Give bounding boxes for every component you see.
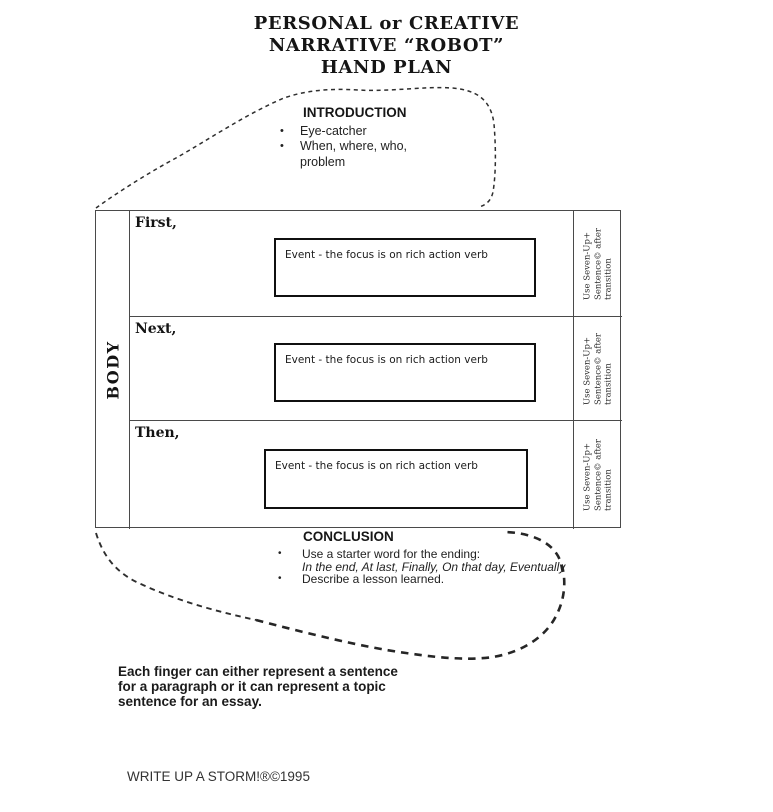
event-box-first bbox=[274, 238, 536, 297]
bullet-icon: • bbox=[280, 140, 284, 152]
seven-up-note-line3: transition bbox=[603, 257, 614, 300]
introduction-section bbox=[280, 105, 510, 170]
seven-up-note-first bbox=[582, 228, 614, 300]
finger-note-line3: sentence for an essay. bbox=[118, 694, 262, 709]
conclusion-section bbox=[278, 531, 578, 586]
bullet-icon: • bbox=[280, 124, 284, 137]
transition-word-next: Next, bbox=[135, 321, 177, 337]
conclusion-bullet-1 bbox=[278, 548, 578, 574]
conclusion-starter-examples: In the end, At last, Finally, On that day, Eventually bbox=[302, 559, 566, 574]
event-box-then bbox=[264, 449, 528, 509]
finger-note bbox=[118, 664, 478, 709]
body-row-first bbox=[130, 211, 573, 317]
body-table bbox=[95, 210, 621, 528]
seven-up-note-line2: Sentence© after bbox=[592, 332, 603, 405]
seven-up-note-line2: Sentence© after bbox=[592, 439, 603, 511]
transition-word-first: First, bbox=[135, 215, 177, 231]
conclusion-bullet-1-text bbox=[302, 548, 565, 574]
page-title-line1: PERSONAL or CREATIVE bbox=[253, 13, 520, 34]
finger-note-line1: Each finger can either represent a sentence bbox=[118, 664, 398, 679]
conclusion-starter-label: Use a starter word for the ending: bbox=[302, 546, 481, 561]
introduction-bullet-1 bbox=[280, 124, 510, 140]
page-title-line3: HAND PLAN bbox=[320, 57, 453, 78]
seven-up-note-cell-then bbox=[573, 421, 622, 529]
seven-up-note-line3: transition bbox=[603, 362, 614, 405]
introduction-bullet-2-text bbox=[300, 139, 407, 170]
body-row-then bbox=[130, 421, 573, 529]
hand-outline-bottom-left bbox=[96, 533, 256, 620]
seven-up-note-line1: Use Seven-Up+ bbox=[582, 336, 593, 405]
seven-up-note-line3: transition bbox=[603, 469, 614, 511]
conclusion-heading: CONCLUSION bbox=[303, 529, 394, 544]
bullet-icon: • bbox=[278, 547, 282, 559]
page-title-line2: NARRATIVE “ROBOT” bbox=[268, 35, 505, 56]
seven-up-note-cell-next bbox=[573, 317, 622, 421]
event-text-then: Event - the focus is on rich action verb bbox=[275, 460, 478, 472]
seven-up-note-line1: Use Seven-Up+ bbox=[582, 442, 593, 511]
finger-note-line2: for a paragraph or it can represent a topic bbox=[118, 679, 386, 694]
conclusion-bullet-2 bbox=[278, 573, 578, 586]
seven-up-note-cell-first bbox=[573, 211, 622, 317]
introduction-bullet-2-line2: problem bbox=[300, 154, 346, 169]
body-label: BODY bbox=[103, 340, 122, 400]
seven-up-note-next bbox=[582, 333, 614, 405]
seven-up-note-line1: Use Seven-Up+ bbox=[582, 231, 593, 300]
body-label-cell bbox=[96, 211, 130, 529]
introduction-bullet-1-text: Eye-catcher bbox=[300, 123, 367, 138]
transition-word-then: Then, bbox=[135, 425, 180, 441]
bullet-icon: • bbox=[278, 573, 282, 585]
body-row-next bbox=[130, 317, 573, 421]
introduction-bullet-2-line1: When, where, who, bbox=[300, 139, 407, 153]
copyright-footer: WRITE UP A STORM!®©1995 bbox=[127, 769, 310, 784]
event-text-first: Event - the focus is on rich action verb bbox=[285, 249, 488, 261]
conclusion-bullet-2-text: Describe a lesson learned. bbox=[302, 572, 445, 587]
page-title bbox=[0, 13, 773, 79]
introduction-bullet-2 bbox=[280, 139, 510, 170]
event-text-next: Event - the focus is on rich action verb bbox=[285, 354, 488, 366]
seven-up-note-line2: Sentence© after bbox=[592, 227, 603, 300]
introduction-heading: INTRODUCTION bbox=[303, 105, 407, 120]
event-box-next bbox=[274, 343, 536, 402]
seven-up-note-then bbox=[582, 439, 614, 511]
